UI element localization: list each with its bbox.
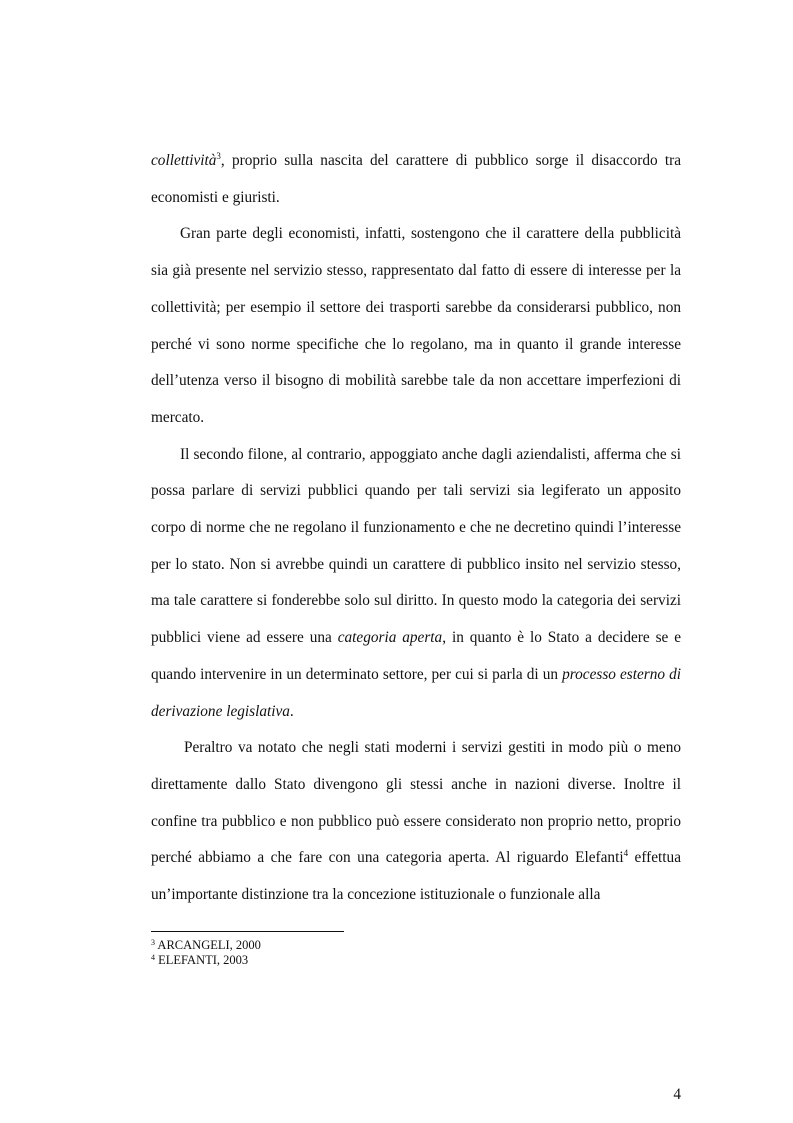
paragraph-1 <box>151 143 681 216</box>
paragraph-1-text: , proprio sulla nascita del carattere di pubblico sorge il disaccordo tra economisti e giuristi. <box>151 152 681 206</box>
term-processo-esterno: processo esterno di derivazione legislativa <box>151 665 681 720</box>
footnote-3 <box>151 938 681 953</box>
paragraph-3 <box>151 437 681 731</box>
paragraph-4-text-b: effettua un’importante distinzione tra la concezione istituzionale o funzionale alla <box>151 849 681 904</box>
paragraph-3-text-c: . <box>289 702 294 720</box>
paragraph-4-text-a: Peraltro va notato che negli stati moderni i servizi gestiti in modo più o meno direttamente dallo Stato divengono gli stessi anche in nazioni diverse. Inoltre il confine tra pubblico e non pubblico può essere considerato non proprio netto, proprio perché abbiamo a che fare con una categoria aperta. Al riguardo Elefanti <box>151 739 681 867</box>
footnote-ref-3[interactable]: 3 <box>216 151 221 161</box>
body-text <box>151 143 681 914</box>
footnote-4 <box>151 953 681 968</box>
paragraph-3-text-a: Il secondo filone, al contrario, appoggiato anche dagli aziendalisti, afferma che si possa parlare di servizi pubblici quando per tali servizi sia legiferato un apposito corpo di norme che ne regolano il funzionamento e che ne decretino quindi l’interesse per lo stato. Non si avrebbe quindi un carattere di pubblico insito nel servizio stesso, ma tale carattere si fonderebbe solo sul diritto. In questo modo la categoria dei servizi pubblici viene ad essere una <box>151 445 681 647</box>
footnote-divider <box>151 931 344 932</box>
footnote-number: 3 <box>151 938 155 947</box>
term-collettivita: collettività <box>151 152 217 169</box>
paragraph-3-text-b: , in quanto è lo Stato a decidere se e quando intervenire in un determinato settore, per cui si parla di un <box>151 629 682 683</box>
footnote-text: ARCANGELI, 2000 <box>155 938 261 952</box>
footnotes <box>151 931 681 968</box>
page-number: 4 <box>673 1086 681 1103</box>
footnote-ref-4[interactable]: 4 <box>623 848 629 859</box>
footnote-text: ELEFANTI, 2003 <box>155 953 249 967</box>
paragraph-4 <box>151 730 681 914</box>
term-categoria-aperta: categoria aperta <box>337 629 443 647</box>
paragraph-2: Gran parte degli economisti, infatti, sostengono che il carattere della pubblicità sia già presente nel servizio stesso, rappresentato dal fatto di essere di interesse per la collettività; per esempio il settore dei trasporti sarebbe da considerarsi pubblico, non perché vi sono norme specifiche che lo regolano, ma in quanto il grande interesse dell’utenza verso il bisogno di mobilità sarebbe tale da non accettare imperfezioni di mercato. <box>151 225 681 426</box>
footnote-number: 4 <box>151 953 155 962</box>
